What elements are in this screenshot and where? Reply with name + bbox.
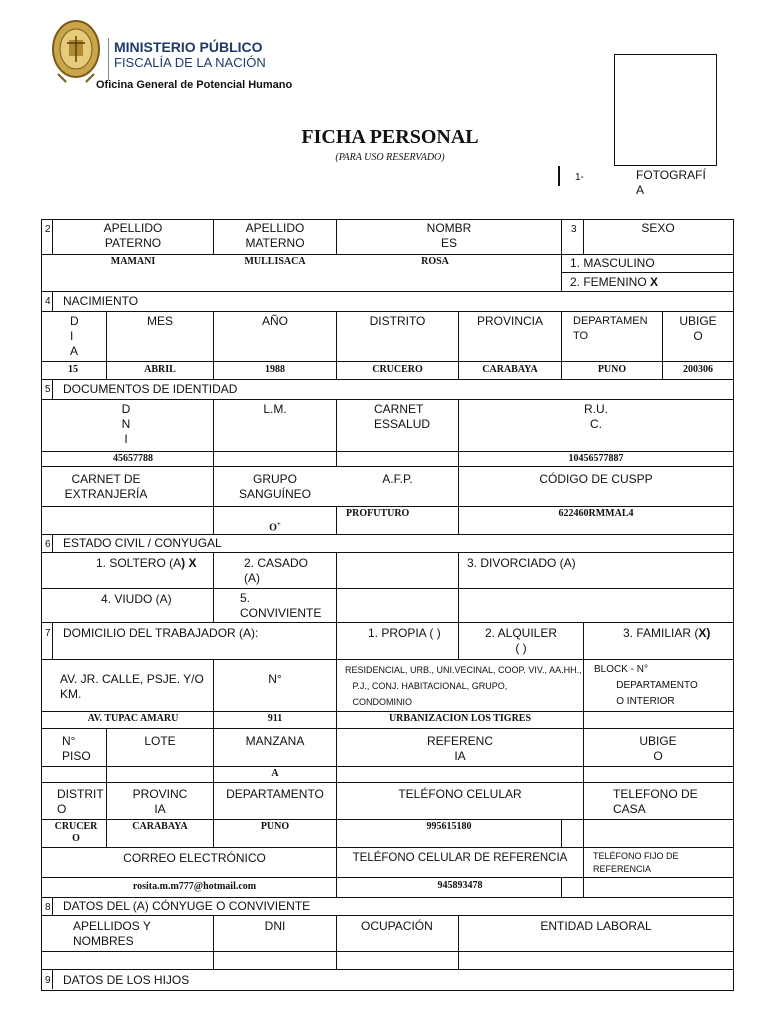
section-3-number: 3 [571,224,577,235]
office-name: Oficina General de Potencial Humano [96,79,293,91]
mes-label: MES [146,314,173,328]
ruc-value: 10456577887 [568,453,624,464]
numero-label: N° [268,672,282,686]
dia-label: D I A [70,314,79,358]
ubigeo-dom-label: UBIGE O [639,734,677,763]
section-8-number: 8 [45,902,51,913]
dni-value: 45657788 [113,453,153,464]
zona-value: URBANIZACION LOS TIGRES [388,713,532,724]
celular-label: TELÉFONO CELULAR [398,787,522,801]
conyuge-label: DATOS DEL (A) CÓNYUGE O CONVIVIENTE [63,899,311,913]
departamento-dom-label: DEPARTAMENTO [226,787,324,801]
extranjeria-label: CARNET DE EXTRANJERÍA [64,472,148,501]
sexo-label: SEXO [641,221,675,235]
section-9-number: 9 [45,975,51,986]
distrito-value: CRUCERO [372,364,423,375]
apellido-paterno-value: MAMANI [110,256,156,267]
ocupacion-label: OCUPACIÓN [361,919,433,933]
zona-label: RESIDENCIAL, URB., UNI.VECINAL, COOP. VIV., AA.HH., P.J., CONJ. HABITACIONAL, GRUPO, CONDOMINIO [345,665,582,707]
correo-value: rosita.m.m777@hotmail.com [132,881,257,892]
nacimiento-label: NACIMIENTO [63,294,139,308]
apellidos-nombres-label: APELLIDOS Y NOMBRES [73,919,151,948]
soltero-mark: ) X [181,556,197,570]
distrito-dom-label: DISTRIT O [57,787,104,816]
domicilio-label: DOMICILIO DEL TRABAJADOR (A): [63,626,259,640]
sanguineo-type: O [269,522,277,534]
mes-value: ABRIL [144,364,176,375]
provincia-dom-label: PROVINC IA [132,787,188,816]
manzana-label: MANZANA [245,734,305,748]
nombres-value: ROSA [421,256,449,267]
apellido-materno-label: APELLIDO MATERNO [245,221,305,250]
ubigeo-label: UBIGE O [679,314,717,343]
piso-label: N° PISO [62,734,91,763]
nombres-label: NOMBR ES [426,221,472,250]
sanguineo-rh: + [276,520,281,528]
via-value: AV. TUPAC AMARU [87,713,179,724]
familiar-option [623,626,710,641]
documentos-label: DOCUMENTOS DE IDENTIDAD [63,382,238,396]
dni-label: D N I [121,402,131,446]
departamento-dom-value: PUNO [260,821,290,832]
logo-divider [108,38,109,80]
photo-marker [558,166,560,186]
apellido-materno-value: MULLISACA [244,256,306,267]
afp-value: PROFUTURO [346,508,410,519]
casa-label: TELEFONO DE CASA [613,787,698,816]
referencia-label: REFERENC IA [426,734,493,763]
photo-label: FOTOGRAFÍ A [636,168,706,197]
section-2-number: 2 [45,224,51,235]
anio-value: 1988 [265,364,285,375]
lote-label: LOTE [144,734,176,748]
provincia-value: CARABAYA [482,364,538,375]
estado-civil-label: ESTADO CIVIL / CONYUGAL [63,536,222,550]
celular-value: 995615180 [426,821,472,832]
viudo-option: 4. VIUDO (A) [101,592,172,606]
via-label: AV. JR. CALLE, PSJE. Y/O KM. [60,672,204,701]
photo-number: 1- [575,172,584,183]
sexo-masculino: 1. MASCULINO [570,256,655,270]
sexo-femenino [570,275,658,290]
essalud-label: CARNET ESSALUD [374,402,431,431]
provincia-dom-value: CARABAYA [132,821,188,832]
conviviente-option: 5. CONVIVIENTE [240,591,322,620]
dni-conyuge-label: DNI [264,919,286,933]
ubigeo-value: 200306 [683,364,713,375]
entidad-laboral-label: ENTIDAD LABORAL [540,919,652,933]
anio-label: AÑO [261,314,288,328]
cuspp-label: CÓDIGO DE CUSPP [539,472,653,486]
femenino-label: 2. FEMENINO [570,275,651,289]
seal-logo [48,16,104,86]
apellido-paterno-label: APELLIDO PATERNO [103,221,163,250]
section-7-number: 7 [45,628,51,639]
celular-referencia-value: 945893478 [437,880,483,891]
correo-label: CORREO ELECTRÓNICO [123,851,266,865]
numero-value: 911 [267,713,283,724]
manzana-value: A [271,768,279,779]
departamento-value: PUNO [597,364,627,375]
section-5-number: 5 [45,384,51,395]
sanguineo-value [214,518,336,534]
sanguineo-label: GRUPO SANGUÍNEO [238,472,311,501]
page-title: FICHA PERSONAL [301,126,479,148]
cuspp-value: 622460RMMAL4 [558,508,634,519]
propia-option: 1. PROPIA ( ) [368,626,441,640]
logo-text-bottom: FISCALÍA DE LA NACIÓN [114,55,266,70]
section-4-number: 4 [45,296,51,307]
celular-referencia-label: TELÉFONO CELULAR DE REFERENCIA [352,852,568,864]
fijo-referencia-label: TELÉFONO FIJO DE REFERENCIA [593,851,679,874]
departamento-label: DEPARTAMEN TO [573,315,648,342]
page-subtitle: (PARA USO RESERVADO) [335,152,445,163]
photo-box [614,54,717,166]
soltero-option [96,556,196,571]
hijos-label: DATOS DE LOS HIJOS [63,973,190,987]
alquiler-option: 2. ALQUILER ( ) [484,626,558,655]
dia-value: 15 [68,364,78,375]
block-label: BLOCK - N° DEPARTAMENTO O INTERIOR [594,664,698,707]
afp-label: A.F.P. [382,472,413,486]
distrito-dom-value: CRUCER O [54,821,98,844]
provincia-label: PROVINCIA [476,314,543,328]
soltero-label: 1. SOLTERO (A [96,556,182,570]
distrito-label: DISTRITO [369,314,426,328]
ruc-label: R.U. C. [584,402,608,431]
casado-option: 2. CASADO (A) [244,556,309,585]
familiar-mark: X) [698,626,711,640]
divorciado-option: 3. DIVORCIADO (A) [467,556,576,570]
section-6-number: 6 [45,539,51,550]
logo-text-top: MINISTERIO PÚBLICO [114,39,263,55]
familiar-label: 3. FAMILIAR ( [623,626,699,640]
lm-label: L.M. [263,402,287,416]
femenino-mark: X [650,275,659,289]
